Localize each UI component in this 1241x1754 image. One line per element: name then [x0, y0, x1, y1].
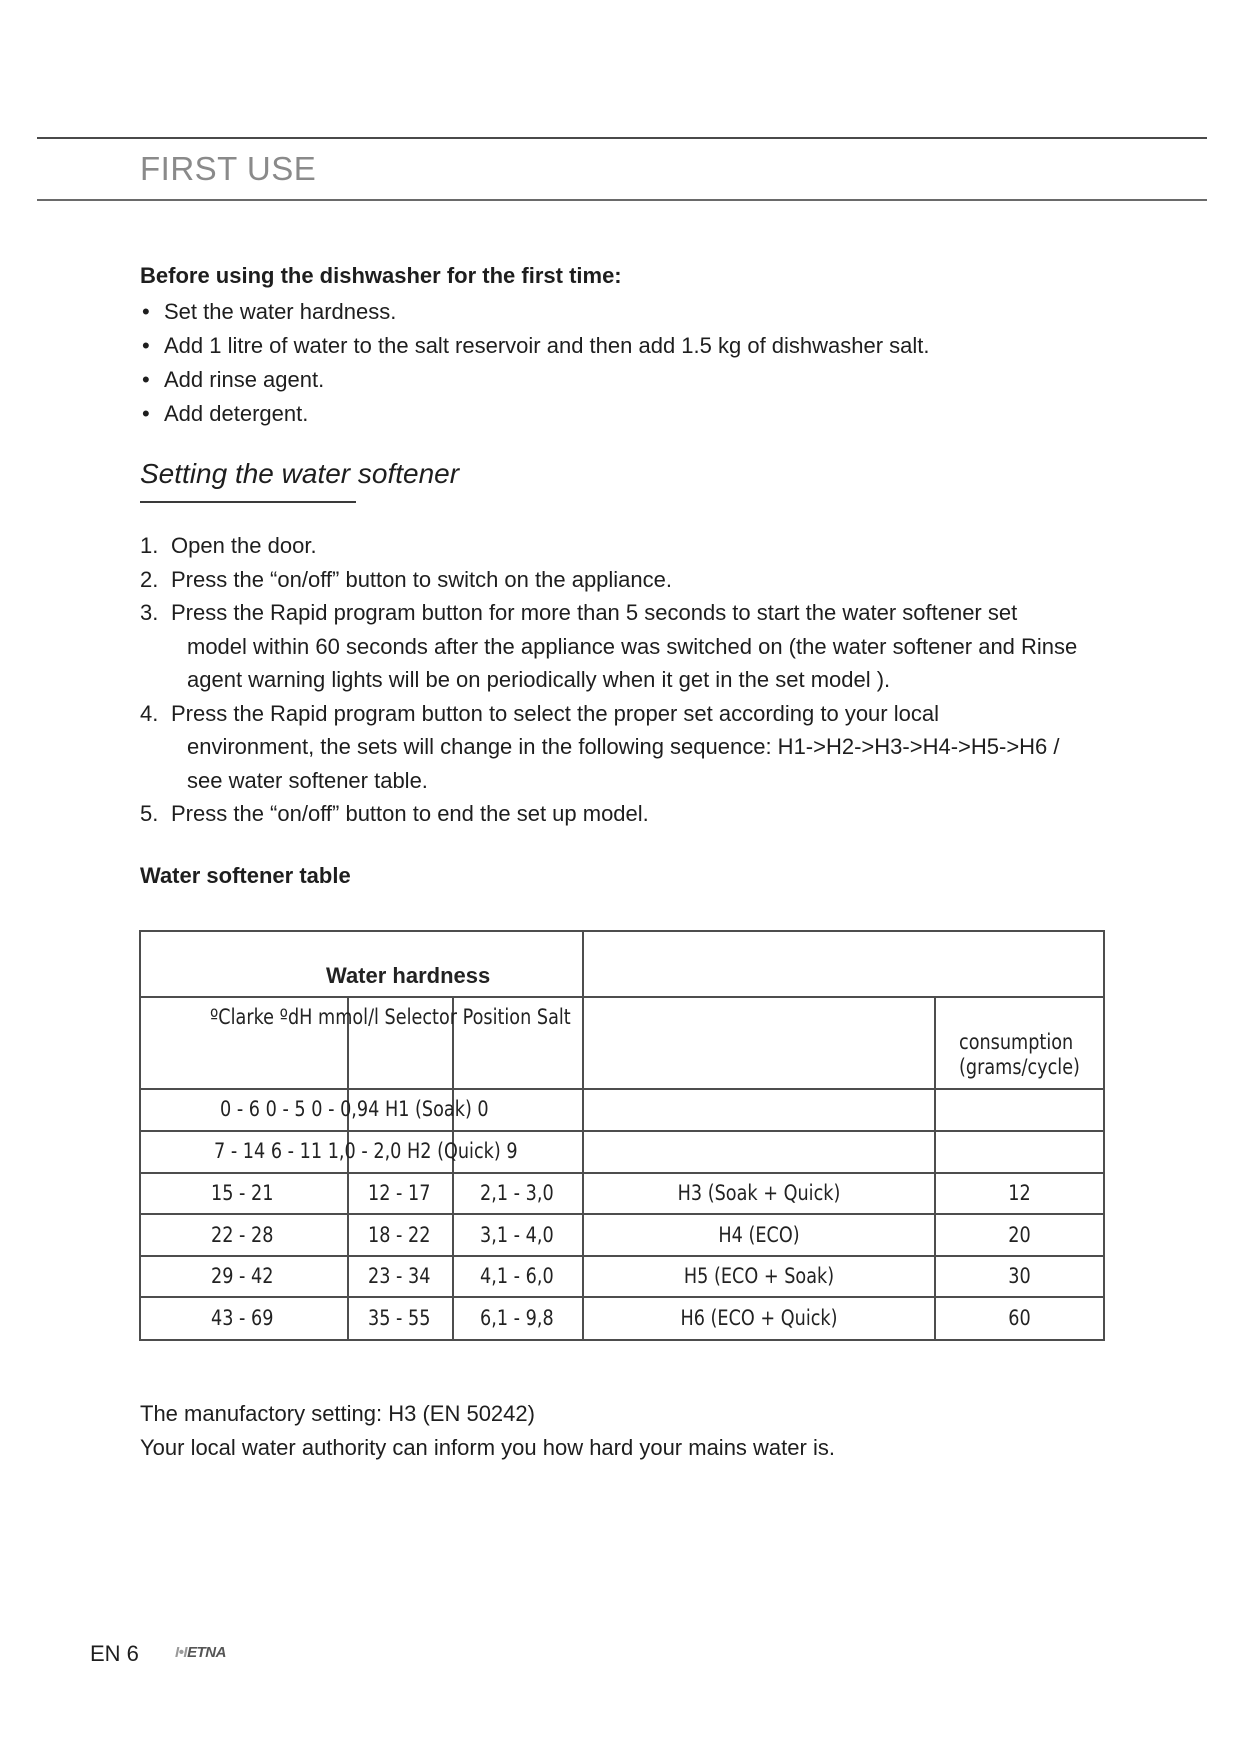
water-softener-table — [139, 930, 1104, 1341]
table-cell-mmol: 2,1 - 3,0 — [480, 1181, 554, 1205]
table-rule — [139, 1296, 1104, 1298]
list-item: • Add detergent. — [140, 397, 930, 431]
header-top-rule — [37, 137, 1207, 139]
table-cell-selector: H3 (Soak + Quick) — [677, 1181, 841, 1205]
table-cell-dh: 23 - 34 — [368, 1264, 431, 1288]
water-hardness-header: Water hardness — [326, 963, 491, 988]
table-cell-salt: 30 — [1008, 1264, 1031, 1288]
table-cell-clarke: 22 - 28 — [211, 1223, 274, 1247]
table-cell-dh: 35 - 55 — [368, 1306, 431, 1330]
softener-section-title: Setting the water softener — [140, 458, 460, 489]
header-bottom-rule — [37, 199, 1207, 201]
table-border-bottom — [139, 1339, 1105, 1341]
table-row: 0 - 6 0 - 5 0 - 0,94 H1 (Soak) 0 — [220, 1097, 489, 1121]
table-cell-clarke: 15 - 21 — [211, 1181, 274, 1205]
softener-title-underline — [140, 501, 356, 503]
table-cell-dh: 12 - 17 — [368, 1181, 431, 1205]
table-cell-selector: H4 (ECO) — [718, 1223, 800, 1247]
table-cell-mmol: 3,1 - 4,0 — [480, 1223, 554, 1247]
list-item: • Set the water hardness. — [140, 295, 930, 329]
step-item: 5. Press the “on/off” button to end the set up model. — [140, 801, 649, 826]
table-cell-selector: H6 (ECO + Quick) — [680, 1306, 838, 1330]
table-rule — [139, 1255, 1104, 1257]
bullet-icon: • — [142, 401, 150, 426]
table-border-top — [139, 930, 1104, 932]
table-cell-mmol: 4,1 - 6,0 — [480, 1264, 554, 1288]
table-rule — [139, 1130, 1104, 1132]
table-rule — [347, 996, 349, 1340]
step-item: 2. Press the “on/off” button to switch on the appliance. — [140, 566, 673, 592]
intro-heading: Before using the dishwasher for the first time: — [140, 263, 622, 288]
table-rule — [139, 1172, 1104, 1174]
table-rule — [139, 1213, 1104, 1215]
table-heading: Water softener table — [140, 863, 351, 888]
table-rule — [582, 930, 584, 1340]
table-cell-mmol: 6,1 - 9,8 — [480, 1306, 554, 1330]
consumption-header: consumption — [959, 1030, 1074, 1054]
bullet-icon: • — [142, 367, 150, 392]
table-border-left — [139, 930, 141, 1340]
table-cell-salt: 20 — [1008, 1223, 1031, 1247]
step-item: 1. Open the door. — [140, 533, 317, 558]
list-item: • Add 1 litre of water to the salt reservoir and then add 1.5 kg of dishwasher salt. — [140, 329, 930, 363]
table-border-right — [1103, 930, 1105, 1340]
table-cell-dh: 18 - 22 — [368, 1223, 431, 1247]
step-item: 3. Press the Rapid program button for more than 5 seconds to start the water softener set model within 60 seconds after the appliance was switched on (the water softener and Rinse agent warning lights will be on periodically when it get in the set model ). — [140, 600, 1078, 692]
softener-steps-list — [140, 529, 1140, 831]
table-cell-clarke: 43 - 69 — [211, 1306, 274, 1330]
water-authority-note: Your local water authority can inform you how hard your mains water is. — [140, 1435, 835, 1460]
intro-bullet-list — [140, 295, 930, 431]
page-number: EN 6 — [90, 1641, 139, 1666]
step-item: 4. Press the Rapid program button to select the proper set according to your local environment, the sets will change in the following sequence: H1->H2->H3->H4->H5->H6 / see water softener table. — [140, 700, 1060, 793]
manufactory-setting-note: The manufactory setting: H3 (EN 50242) — [140, 1401, 535, 1426]
table-rule — [139, 996, 1104, 998]
table-rule — [139, 1088, 1104, 1090]
table-rule — [934, 996, 936, 1340]
table-cell-salt: 60 — [1008, 1306, 1031, 1330]
table-cell-selector: H5 (ECO + Soak) — [683, 1264, 835, 1288]
table-cell-clarke: 29 - 42 — [211, 1264, 274, 1288]
bullet-icon: • — [142, 333, 150, 358]
page-title: FIRST USE — [140, 150, 317, 187]
table-row: 7 - 14 6 - 11 1,0 - 2,0 H2 (Quick) 9 — [214, 1139, 518, 1163]
list-item: • Add rinse agent. — [140, 363, 930, 397]
table-cell-salt: 12 — [1008, 1181, 1031, 1205]
notes — [140, 1397, 835, 1465]
column-headers: ºClarke ºdH mmol/l Selector Position Salt — [210, 1005, 571, 1029]
consumption-header-unit: (grams/cycle) — [959, 1055, 1080, 1079]
brand-logo: I•IETNA — [175, 1644, 226, 1661]
table-rule — [452, 996, 454, 1340]
bullet-icon: • — [142, 299, 150, 324]
